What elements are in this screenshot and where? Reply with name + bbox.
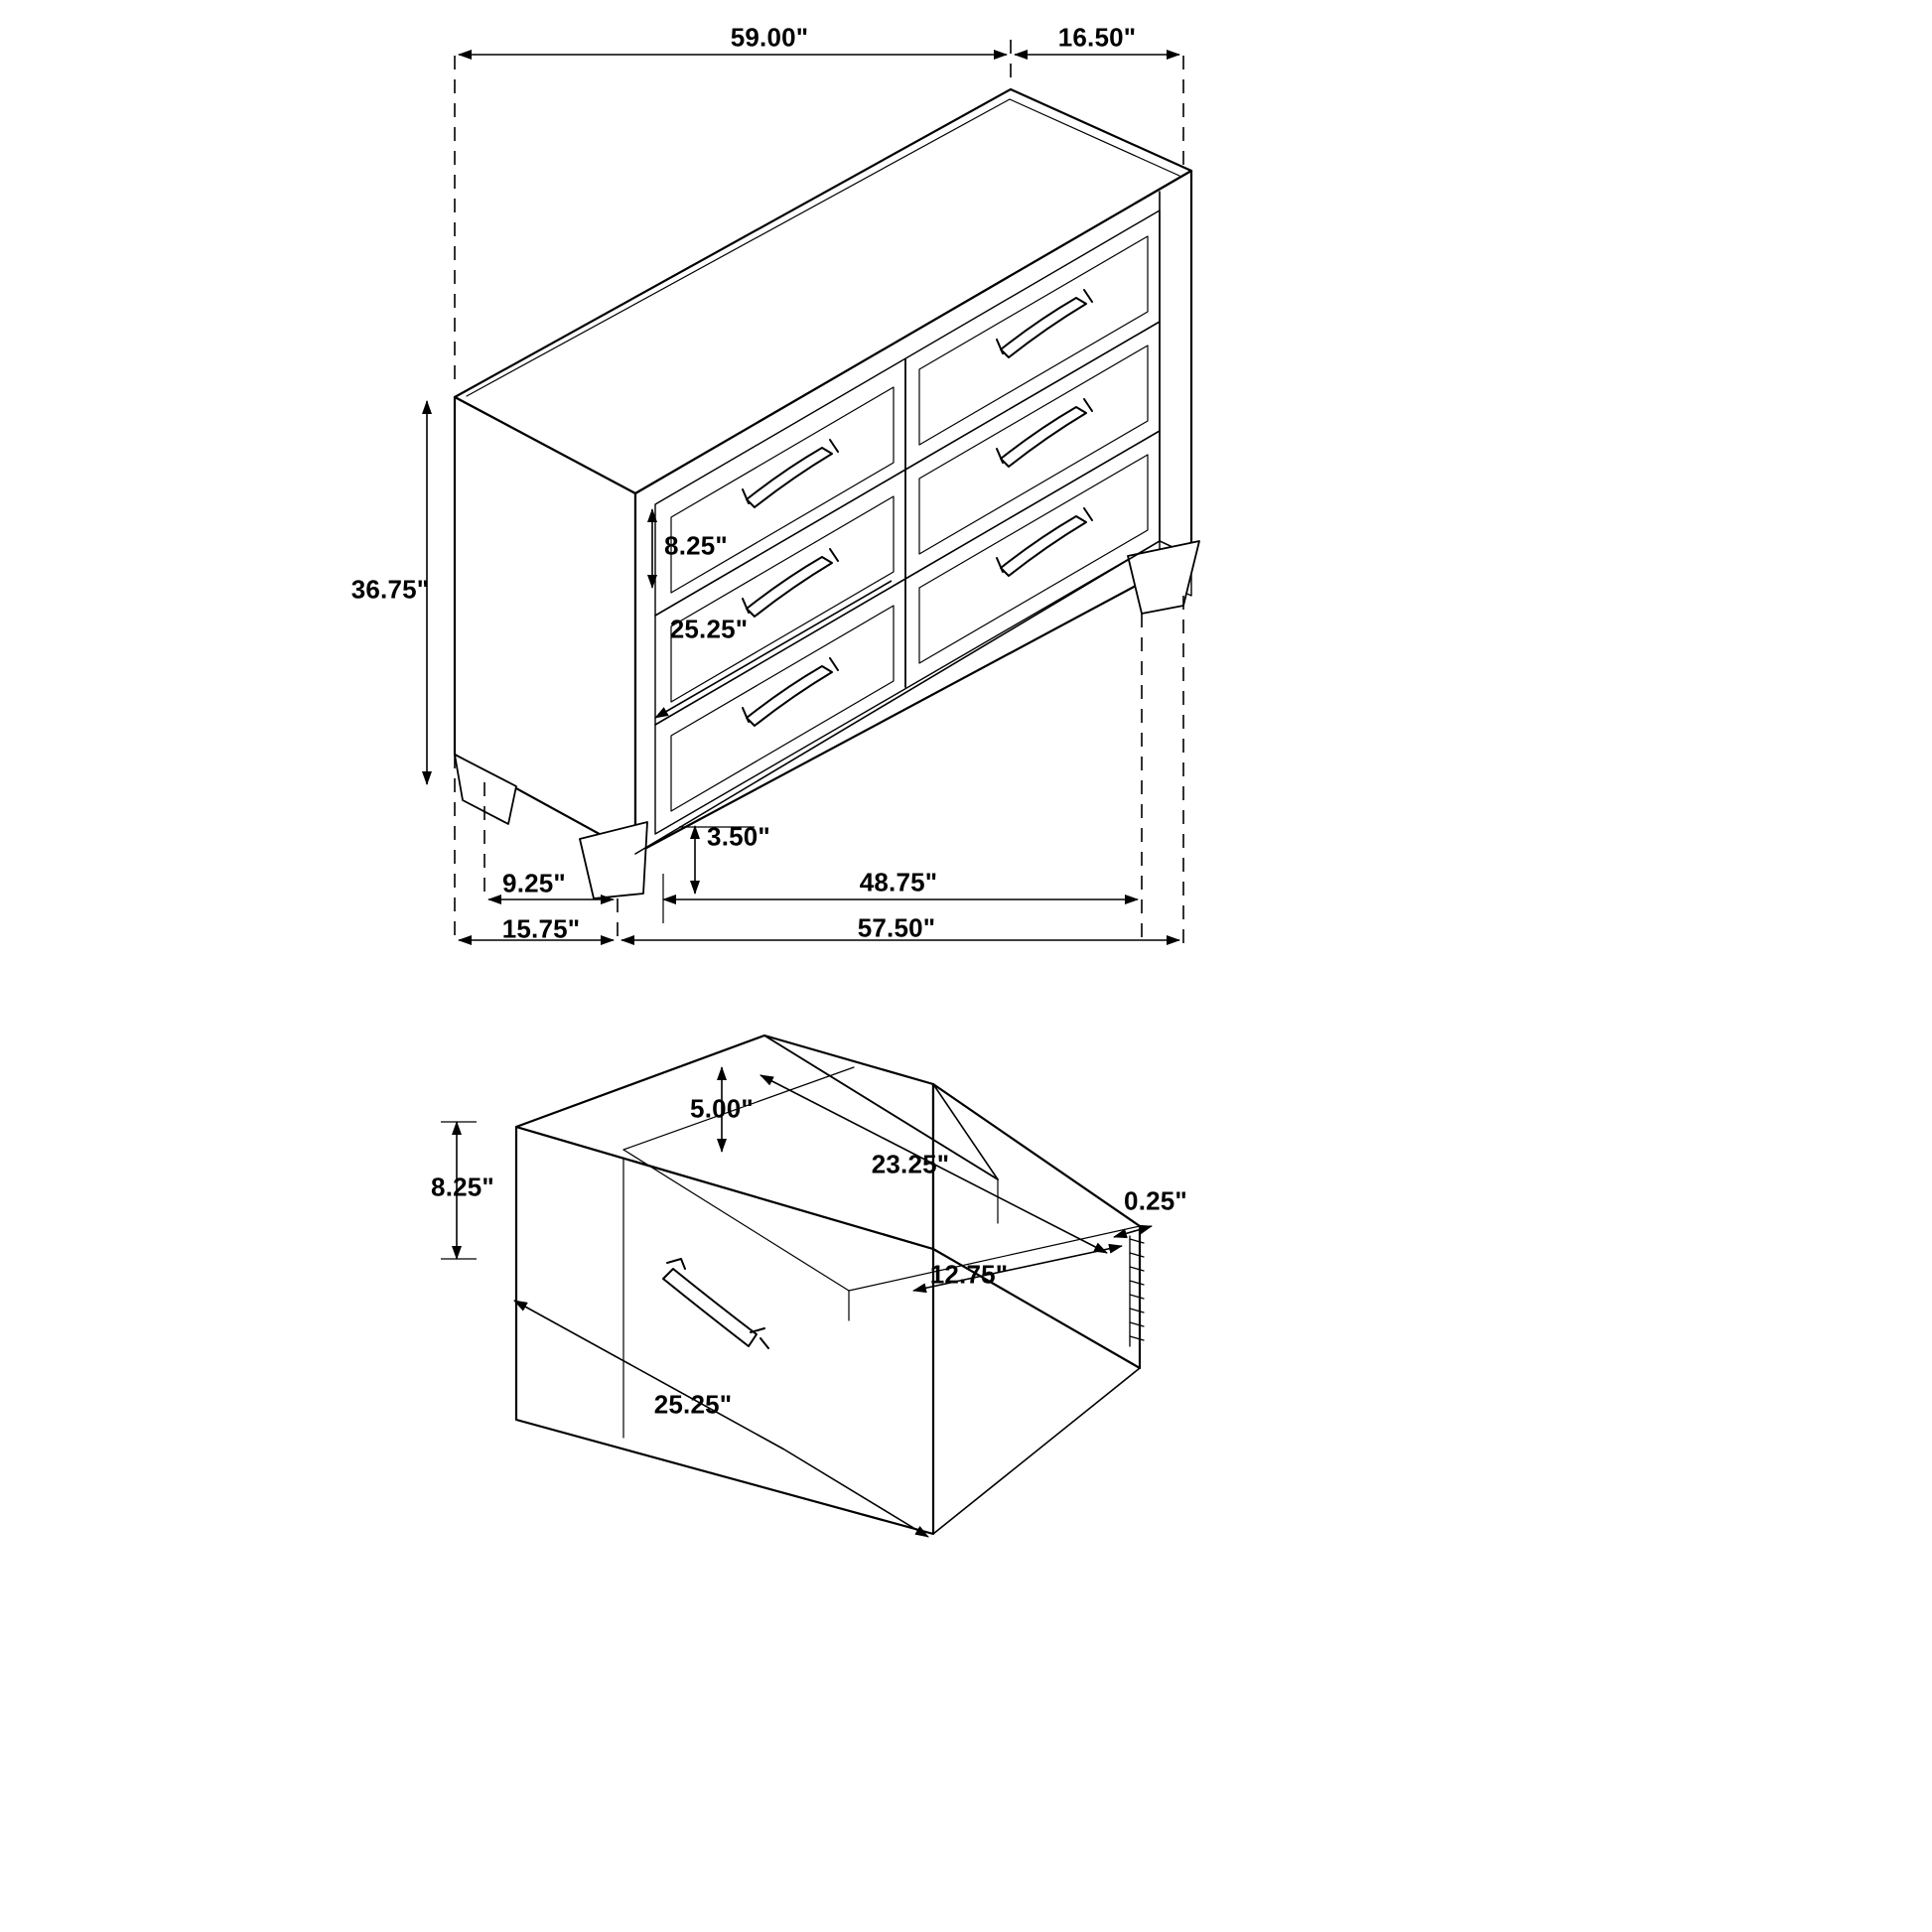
dim-drawer-interior-depth: 5.00"	[690, 1093, 754, 1124]
dim-drawer-interior-side: 12.75"	[929, 1259, 1009, 1290]
dim-case-width-inner: 48.75"	[859, 867, 938, 897]
dim-drawer-face-width: 25.25"	[669, 614, 749, 644]
dim-drawer-width: 25.25"	[653, 1389, 733, 1420]
dresser-view	[455, 89, 1199, 898]
dim-overall-height: 36.75"	[350, 574, 430, 605]
dim-drawer-height: 8.25"	[431, 1172, 494, 1202]
dim-drawer-interior-width: 23.25"	[871, 1149, 950, 1179]
dim-leg-height: 3.50"	[707, 821, 770, 852]
dim-drawer-side-thickness: 0.25"	[1124, 1185, 1187, 1216]
dim-depth-bottom: 15.75"	[501, 913, 581, 944]
dim-drawer-face-height: 8.25"	[664, 530, 728, 561]
dim-leg-offset: 9.25"	[502, 868, 566, 898]
dim-overall-width-top: 59.00"	[730, 22, 809, 53]
dim-depth-top: 16.50"	[1057, 22, 1137, 53]
dim-overall-width-bottom: 57.50"	[857, 912, 936, 943]
